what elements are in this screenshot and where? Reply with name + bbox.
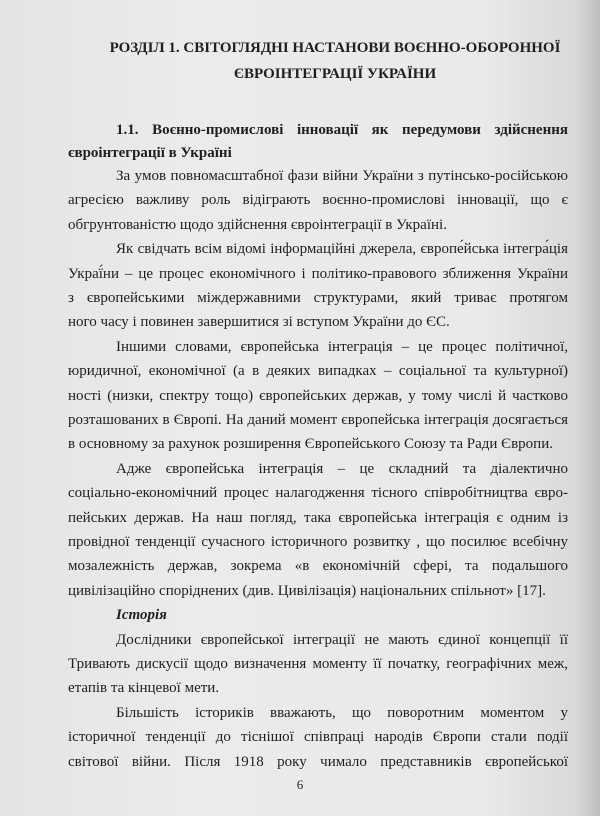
page-number: 6 bbox=[296, 777, 304, 792]
paragraph-line: За умов повномасштабної фази війни України з путінсько-російською bbox=[116, 168, 568, 184]
section-heading-line-1: 1.1. Воєнно-промислові інновації як передумови здійснення bbox=[116, 122, 568, 138]
paragraph-line: Адже європейська інтеграція – це складний та діалектично bbox=[116, 460, 568, 477]
paragraph-line: Украї́ни – це процес економічного і політико-правового зближення України bbox=[68, 265, 568, 282]
paragraph-line: Як свідчать всім відомі інформаційні джерела, європе́йська інтегра́ція bbox=[116, 241, 568, 258]
paragraph-line: Дослідники європейської інтеграції не мають єдиної концепції її bbox=[116, 631, 568, 648]
paragraph-line: мозалежність держав, зокрема «в економічній сфері, та подальшого bbox=[68, 558, 568, 575]
paragraph-line: Тривають дискусії щодо визначення моменту її початку, географічних меж, bbox=[68, 656, 568, 672]
section-heading-line-2: євроінтеграції в Україні bbox=[68, 145, 232, 161]
subheading-history: Історія bbox=[116, 607, 167, 624]
paragraph-line: провідної тенденції сучасного історичного розвитку , що посилює всебічну bbox=[68, 534, 568, 550]
paragraph-line: соціально-економічний процес налагодження тісного співробітництва євро- bbox=[68, 485, 568, 502]
paragraph-line: світової війни. Після 1918 року чимало представників європейської bbox=[68, 753, 568, 770]
chapter-title-line-1: РОЗДІЛ 1. СВІТОГЛЯДНІ НАСТАНОВИ ВОЄННО-ОБОРОННОЇ bbox=[109, 40, 561, 56]
paragraph-line: цивілізаційно споріднених (див. Цивілізація) національних спільнот» [17]. bbox=[68, 582, 546, 599]
paragraph-line: розташованих в Європі. На даний момент європейська інтеграція досягається bbox=[68, 412, 568, 428]
paragraph-line: Іншими словами, європейська інтеграція – це процес політичної, bbox=[116, 338, 568, 355]
paragraph-line: пейських держав. На наш погляд, така європейська інтеграція є одним із bbox=[68, 509, 568, 526]
chapter-title-line-2: ЄВРОІНТЕГРАЦІЇ УКРАЇНИ bbox=[233, 66, 437, 82]
paragraph-line: історичної тенденції до тіснішої співпраці народів Європи стали події bbox=[68, 729, 568, 746]
paragraph-line: ного часу і повинен завершитися зі вступом України до ЄС. bbox=[68, 314, 450, 331]
paragraph-line: в основному за рахунок розширення Європейського Союзу та Ради Європи. bbox=[68, 436, 553, 453]
paragraph-line: обгрунтованістю щодо здійснення євроінтеграції в Україні. bbox=[68, 216, 447, 233]
paragraph-line: з європейськими міждержавними структурами, який триває протягом bbox=[68, 290, 568, 306]
paragraph-line: агресією важливу роль відіграють воєнно-промислові інновації, що є bbox=[68, 192, 568, 209]
paragraph-line: етапів та кінцевої мети. bbox=[68, 680, 220, 697]
paragraph-line: юридичної, економічної (а в деяких випадках – соціальної та культурної) bbox=[68, 363, 568, 380]
paragraph-line: ності (низки, спектру тощо) європейських держав, у тому числі й частково bbox=[68, 387, 568, 404]
paragraph-line: Більшість істориків вважають, що поворотним моментом у bbox=[116, 704, 568, 721]
